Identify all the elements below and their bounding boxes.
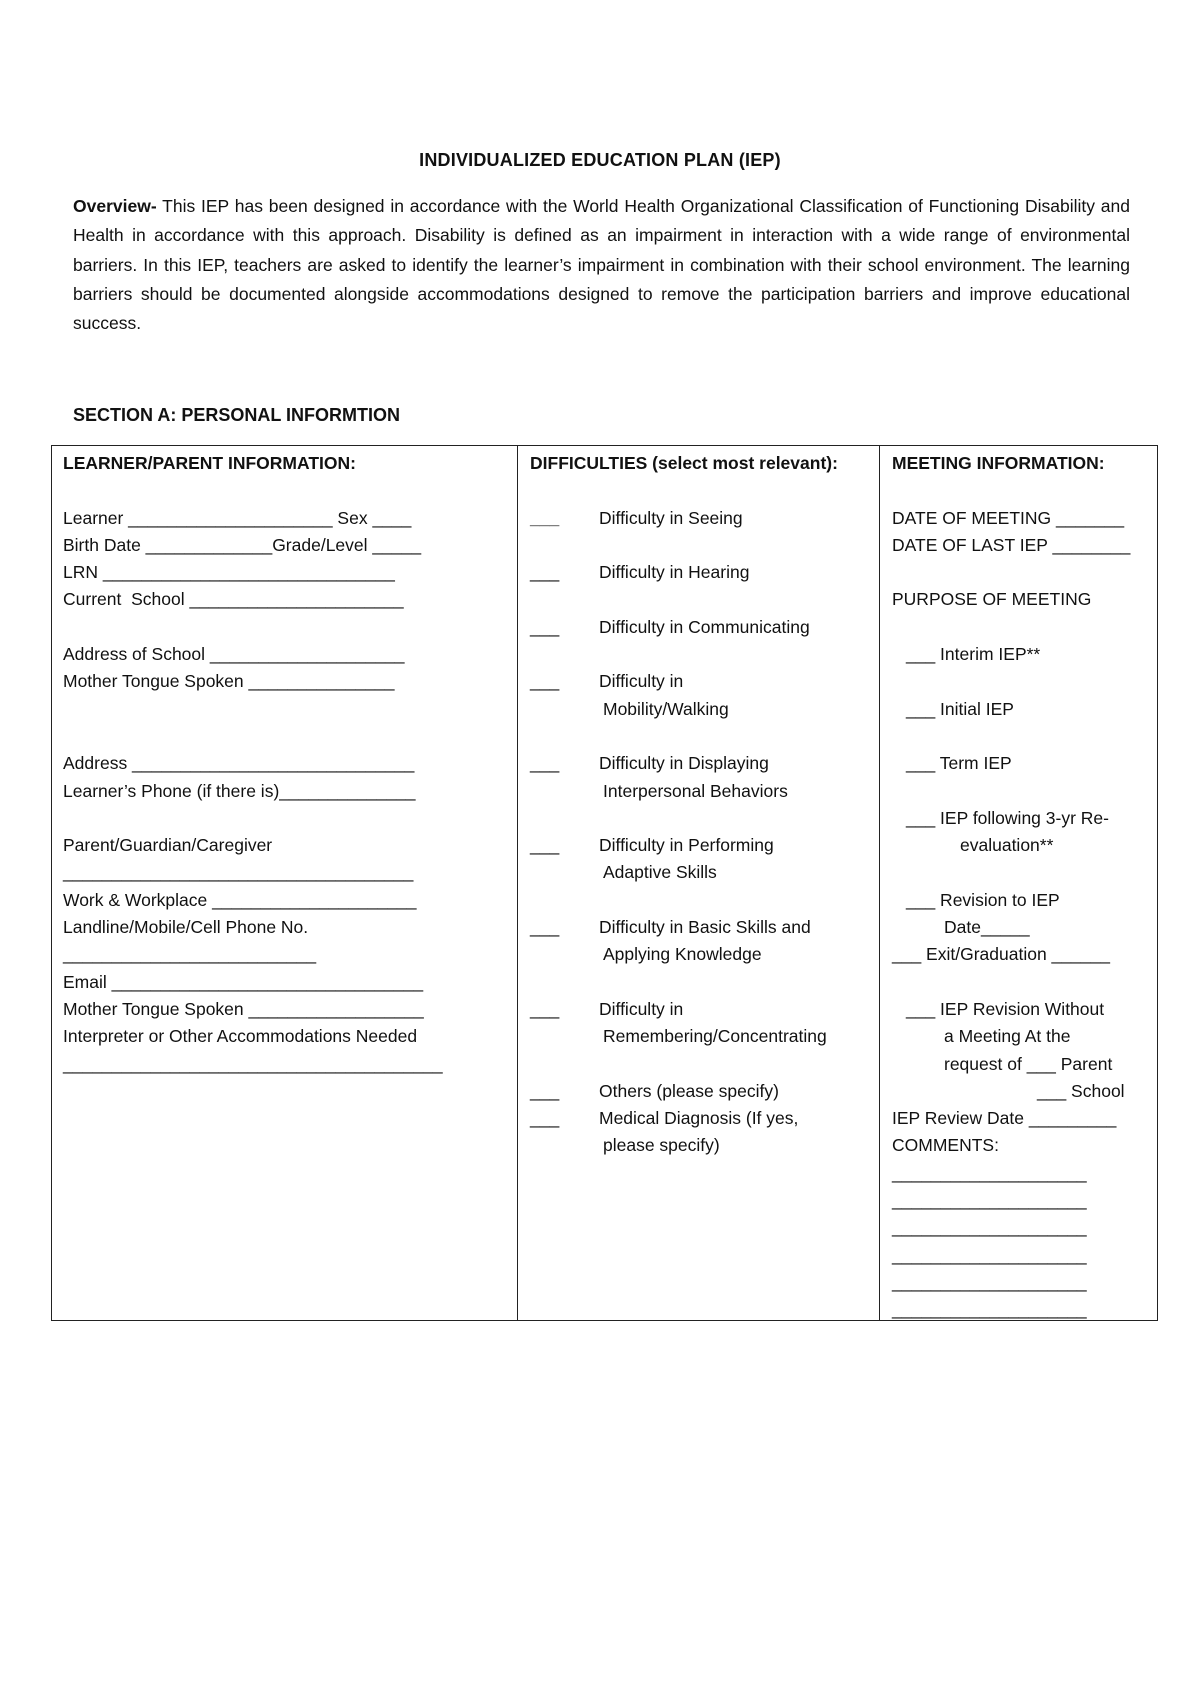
iep-review-date-field[interactable]: IEP Review Date _________ (892, 1108, 1117, 1129)
comments-label: COMMENTS: (892, 1135, 999, 1156)
term-iep-option[interactable]: ___ Term IEP (906, 753, 1012, 774)
work-workplace-field[interactable]: Work & Workplace _____________________ (63, 889, 417, 910)
checkbox-blank[interactable]: ___ (530, 917, 560, 938)
difficulty-communicating-item[interactable]: ___ Difficulty in Communicating (530, 614, 875, 641)
address-of-school-field[interactable]: Address of School ____________________ (63, 644, 405, 665)
learner-field[interactable]: Learner _____________________ Sex ____ (63, 507, 412, 528)
revision-to-iep-option[interactable]: ___ Revision to IEP (906, 889, 1060, 910)
learner-phone-field[interactable]: Learner’s Phone (if there is)______________ (63, 780, 416, 801)
difficulty-seeing-item[interactable]: ___ Difficulty in Seeing (530, 505, 875, 532)
checkbox-blank[interactable]: ___ (530, 507, 560, 528)
mother-tongue-parent-field[interactable]: Mother Tongue Spoken __________________ (63, 998, 424, 1019)
difficulty-remembering-item[interactable]: ___ Difficulty in (530, 996, 875, 1023)
interpreter-field[interactable]: _______________________________________ (63, 1053, 443, 1074)
difficulty-adaptive-cont: Adaptive Skills (603, 862, 717, 883)
purpose-of-meeting-label: PURPOSE OF MEETING (892, 589, 1092, 610)
overview-paragraph (73, 192, 1130, 338)
checkbox-blank[interactable]: ___ (530, 616, 560, 637)
comment-line[interactable]: ____________________ (892, 1190, 1087, 1211)
difficulty-basic-skills-item[interactable]: ___ Difficulty in Basic Skills and (530, 914, 875, 941)
address-field[interactable]: Address _____________________________ (63, 753, 415, 774)
difficulty-basic-skills-cont: Applying Knowledge (603, 944, 762, 965)
difficulties-heading: DIFFICULTIES (select most relevant): (530, 453, 838, 473)
meeting-information-heading: MEETING INFORMATION: (892, 453, 1105, 473)
learner-parent-column (63, 446, 513, 1078)
revision-date-field[interactable]: Date_____ (944, 917, 1030, 938)
request-of-school-option[interactable]: ___ School (1037, 1080, 1125, 1101)
birth-date-field[interactable]: Birth Date _____________Grade/Level _____ (63, 534, 422, 555)
meeting-information-column (892, 446, 1154, 1324)
overview-text: This IEP has been designed in accordance with the World Health Organizational Classification of Functioning Disability and Health in accordance with this approach. Disability is defined as an impairment in interaction with a wide range of environmental barriers. In this IEP, teachers are asked to identify the learner’s impairment in combination with their school environment. The learning barriers should be documented alongside accommodations designed to remove the participation barriers and improve educational success. (73, 196, 1130, 334)
comment-line[interactable]: ____________________ (892, 1271, 1087, 1292)
overview-label: Overview- (73, 196, 157, 216)
difficulty-remembering-cont: Remembering/Concentrating (603, 1026, 827, 1047)
difficulty-mobility-item[interactable]: ___ Difficulty in (530, 668, 875, 695)
reevaluation-iep-cont: evaluation** (960, 835, 1054, 856)
difficulty-mobility-cont: Mobility/Walking (603, 698, 729, 719)
landline-field[interactable]: __________________________ (63, 944, 317, 965)
difficulty-adaptive-item[interactable]: ___ Difficulty in Performing (530, 832, 875, 859)
personal-information-table (51, 445, 1158, 1321)
email-field[interactable]: Email ________________________________ (63, 971, 424, 992)
initial-iep-option[interactable]: ___ Initial IEP (906, 698, 1014, 719)
current-school-field[interactable]: Current School ______________________ (63, 589, 404, 610)
parent-guardian-label: Parent/Guardian/Caregiver (63, 835, 273, 856)
comment-line[interactable]: ____________________ (892, 1162, 1087, 1183)
medical-diagnosis-cont: please specify) (603, 1135, 720, 1156)
checkbox-blank[interactable]: ___ (530, 671, 560, 692)
checkbox-blank[interactable]: ___ (530, 1080, 560, 1101)
difficulty-hearing-item[interactable]: ___ Difficulty in Hearing (530, 559, 875, 586)
column-divider (879, 446, 880, 1320)
date-of-meeting-field[interactable]: DATE OF MEETING _______ (892, 507, 1125, 528)
comment-line[interactable]: ____________________ (892, 1217, 1087, 1238)
medical-diagnosis-item[interactable]: ___ Medical Diagnosis (If yes, (530, 1105, 875, 1132)
revision-without-meeting-option[interactable]: ___ IEP Revision Without (906, 998, 1105, 1019)
checkbox-blank[interactable]: ___ (530, 562, 560, 583)
request-of-parent-option[interactable]: request of ___ Parent (944, 1053, 1113, 1074)
section-a-title: SECTION A: PERSONAL INFORMTION (73, 405, 401, 425)
page-title: INDIVIDUALIZED EDUCATION PLAN (IEP) (419, 150, 781, 170)
interpreter-label: Interpreter or Other Accommodations Needed (63, 1026, 418, 1047)
learner-parent-heading: LEARNER/PARENT INFORMATION: (63, 453, 356, 473)
difficulty-interpersonal-cont: Interpersonal Behaviors (603, 780, 788, 801)
difficulties-column (530, 446, 875, 1160)
interim-iep-option[interactable]: ___ Interim IEP** (906, 644, 1041, 665)
comment-line[interactable]: ____________________ (892, 1244, 1087, 1265)
checkbox-blank[interactable]: ___ (530, 1108, 560, 1129)
difficulty-others-item[interactable]: ___ Others (please specify) (530, 1078, 875, 1105)
revision-without-meeting-cont: a Meeting At the (944, 1026, 1071, 1047)
checkbox-blank[interactable]: ___ (530, 998, 560, 1019)
date-of-last-iep-field[interactable]: DATE OF LAST IEP ________ (892, 534, 1131, 555)
checkbox-blank[interactable]: ___ (530, 835, 560, 856)
landline-label: Landline/Mobile/Cell Phone No. (63, 917, 309, 938)
reevaluation-iep-option[interactable]: ___ IEP following 3-yr Re- (906, 807, 1109, 828)
column-divider (517, 446, 518, 1320)
checkbox-blank[interactable]: ___ (530, 753, 560, 774)
parent-guardian-field[interactable]: ____________________________________ (63, 862, 414, 883)
difficulty-interpersonal-item[interactable]: ___ Difficulty in Displaying (530, 750, 875, 777)
lrn-field[interactable]: LRN ______________________________ (63, 562, 395, 583)
mother-tongue-field[interactable]: Mother Tongue Spoken _______________ (63, 671, 395, 692)
exit-graduation-option[interactable]: ___ Exit/Graduation ______ (892, 944, 1110, 965)
comment-line[interactable]: ____________________ (892, 1299, 1087, 1320)
